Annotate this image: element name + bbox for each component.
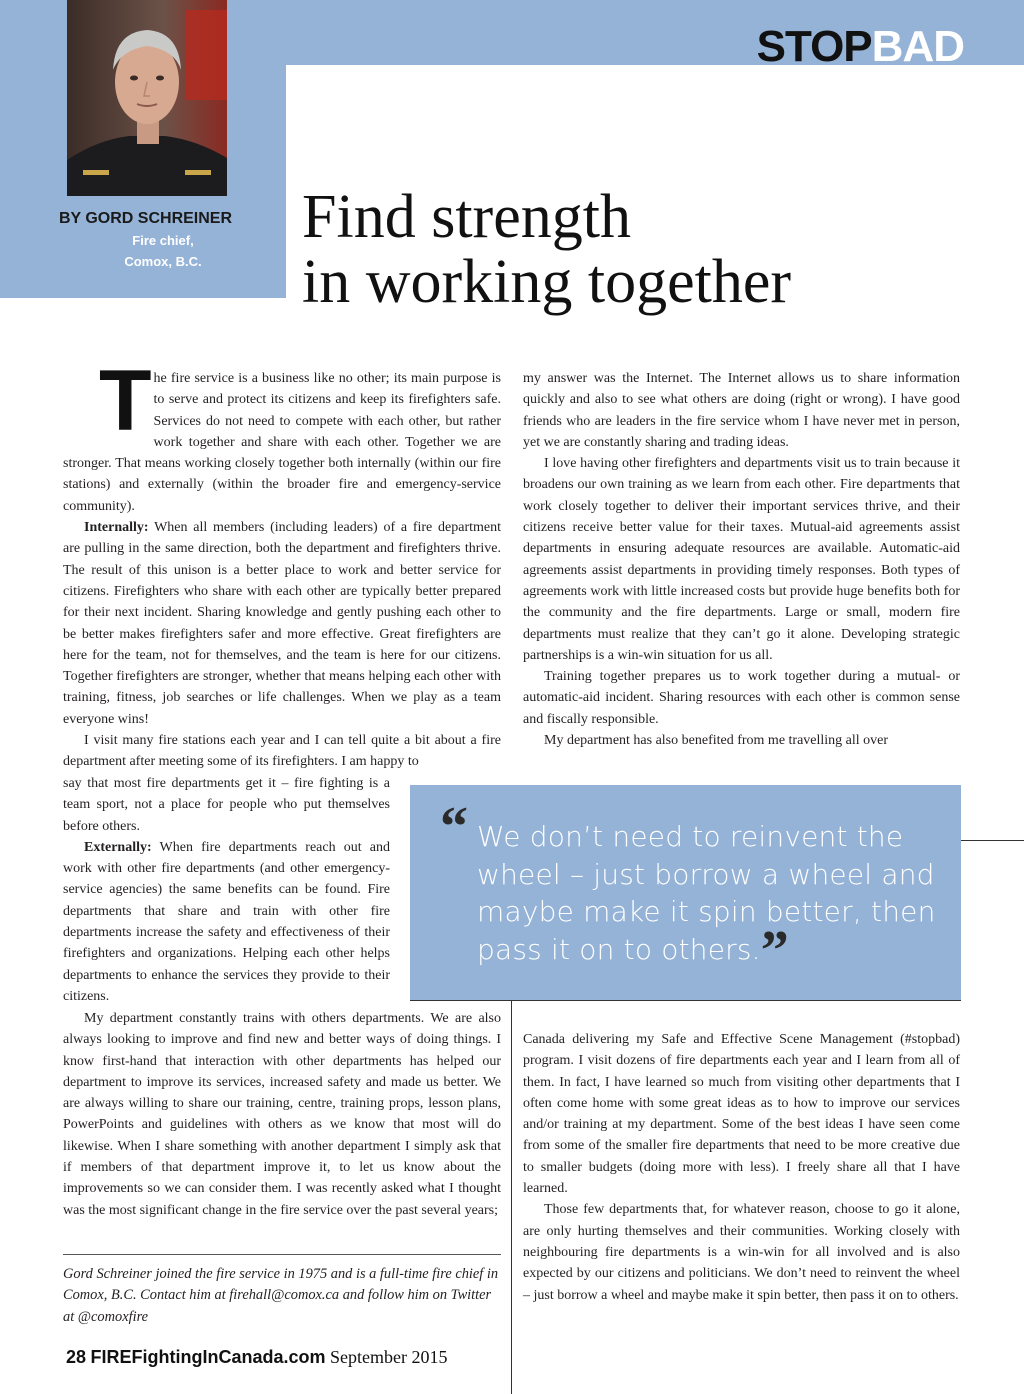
paragraph-internet	[523, 368, 960, 453]
externally-text: When fire departments reach out and work with other fire departments (and other emergency-service agencies) the same benefits can be found. Fire departments that share and train with other fire departments increase the safety and effectiveness of their firefighters and organizations. Helping each other helps departments to enhance the services they provide to their citizens.	[63, 839, 390, 1004]
pull-quote-rule	[961, 840, 1024, 841]
page-footer	[66, 1344, 448, 1370]
kicker-word-stop: STOP	[756, 22, 872, 71]
byline	[0, 208, 286, 272]
author-photo	[67, 0, 227, 196]
paragraph-agreements	[523, 453, 960, 666]
section-kicker	[757, 22, 964, 72]
paragraph-training	[63, 1008, 501, 1221]
headline-line-1: Find strength	[302, 183, 631, 251]
pull-quote-bottom-rule	[410, 1000, 961, 1001]
column-2-bottom	[523, 1029, 960, 1306]
headline-line-2: in working together	[302, 248, 792, 316]
training-text: My department constantly trains with others departments. We are also always looking to improve and find new and better ways of doing things. I know first-hand that interaction with other departments has helped our department to improve its services, increased safety and made us better. We are always willing to share our training, centre, training props, lesson plans, PowerPoints and guidelines with others as we know that most will do likewise. When I share something with another department I simply ask that if members of that department improve it, to let us know about the improvements so we can consider them. I was recently asked what I thought was the most significant change in the fire service over the past several years;	[63, 1011, 501, 1218]
footer-issue: September 2015	[330, 1347, 448, 1367]
quote-open-mark: “	[440, 796, 468, 858]
footer-site: FIREFightingInCanada.com	[90, 1347, 326, 1367]
paragraph-externally	[63, 837, 390, 1007]
visits-text-end: say that most fire departments get it – fire fighting is a team sport, not a place for people who put themselves before others.	[63, 776, 390, 834]
internally-text: When all members (including leaders) of a fire department are pulling in the same direction, both the department and firefighters thrive. The result of this unison is a better place to work and better service for citizens. Firefighters who share with each other are typically better prepared for their next incident. Sharing knowledge and gently pushing each other to be better makes firefighters safer and more effective. Great firefighters are here for the team, not for themselves, and the team is here for our citizens. Together firefighters are stronger, whether that means helping each other with training, fitness, job searches or life challenges. When we play as a team everyone wins!	[63, 520, 501, 727]
paragraph-internally	[63, 517, 501, 730]
quote-close-mark: ”	[760, 919, 789, 982]
page-number: 28	[66, 1347, 87, 1367]
author-name: BY GORD SCHREINER	[58, 210, 233, 227]
travel-text-start: My department has also benefited from me travelling all over	[544, 733, 889, 749]
intro-text: he fire service is a business like no other; its main purpose is to serve and protect its citizens and keep its firefighters safe. Services do not need to compete with each other, but rather work together and share with each other. Together we are stronger. That means working closely together both internally (within our fire stations) and externally (within the broader fire and emergency-service community).	[63, 371, 501, 514]
bio-divider	[63, 1254, 501, 1255]
author-location: Comox, B.C.	[124, 254, 202, 269]
column-1-top	[63, 353, 501, 773]
lead-internally: Internally:	[84, 520, 149, 536]
conclusion-text: Those few departments that, for whatever reason, choose to go it alone, are only hurting themselves and their communities. Working closely with neighbouring fire departments is a win-win for all involved and is also expected by our citizens and politicians. We don’t need to reinvent the wheel – just borrow a wheel and maybe make it spin better, then pass it on to others.	[523, 1202, 960, 1303]
column-2-top	[523, 368, 960, 751]
lead-externally: Externally:	[84, 839, 152, 855]
visits-text-start: I visit many fire stations each year and I can tell quite a bit about a fire department after meeting some of its firefighters. I am happy to	[63, 733, 501, 770]
pull-quote-text: We don’t need to reinvent the wheel – just borrow a wheel and maybe make it spin better, then pass it on to others.	[477, 820, 936, 966]
author-role: Fire chief,	[132, 233, 194, 248]
paragraph-conclusion	[523, 1199, 960, 1305]
column-1-narrow	[63, 773, 390, 1007]
drop-cap: T	[99, 353, 152, 449]
mutual-aid-text: Training together prepares us to work together during a mutual- or automatic-aid incident. Sharing resources with each other is common sense and fiscally responsible.	[523, 669, 960, 727]
paragraph-intro	[63, 353, 501, 517]
paragraph-visits	[63, 730, 501, 773]
travel-text-end: Canada delivering my Safe and Effective Scene Management (#stopbad) program. I visit dozens of fire departments each year and I learn from all of them. In fact, I have learned so much from visiting other departments that I often come home with some great ideas as to how to improve our services and/or training at my department. Some of the best ideas I have seen come from some of the smaller fire departments that need to be more creative due to smaller budgets (doing more with less). I freely share all that I have learned.	[523, 1032, 960, 1197]
pull-quote	[477, 818, 947, 982]
article-headline	[302, 185, 791, 315]
kicker-word-bad: BAD	[871, 22, 964, 71]
agreements-text: I love having other firefighters and departments visit us to train because it broadens our own training as we learn from each other. Fire departments that work closely together to deliver their important services thrive, and their citizens receive better value for their taxes. Mutual-aid agreements assist departments in ensuring adequate resources are available. Automatic-aid agreements assist departments in providing timely responses. Both types of agreements work with little increased costs but provide huge benefits both for the community and the fire departments. Large or small, modern fire departments must realize that they can’t go it alone. Developing strategic partnerships is a win-win situation for us all.	[523, 456, 960, 663]
paragraph-visits-end	[63, 773, 390, 837]
column-1-bottom	[63, 1008, 501, 1221]
paragraph-travel-end	[523, 1029, 960, 1199]
column-divider	[511, 1000, 512, 1394]
paragraph-travel	[523, 730, 960, 751]
internet-text: my answer was the Internet. The Internet allows us to share information quickly and also to see what others are doing (right or wrong). I have good friends who are leaders in the fire service whom I have never met in person, yet we are constantly sharing and trading ideas.	[523, 371, 960, 450]
author-bio: Gord Schreiner joined the fire service in 1975 and is a full-time fire chief in Comox, B.C. Contact him at firehall@comox.ca and follow him on Twitter at @comoxfire	[63, 1266, 499, 1325]
paragraph-mutual-aid	[523, 666, 960, 730]
